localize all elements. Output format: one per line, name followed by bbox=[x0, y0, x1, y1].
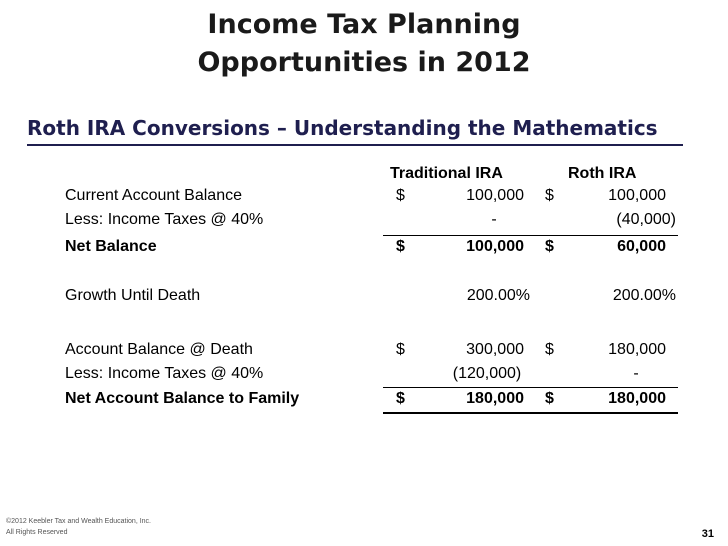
row-label: Net Account Balance to Family bbox=[65, 390, 300, 407]
header-traditional-ira: Traditional IRA bbox=[390, 165, 503, 182]
title-line-2: Opportunities in 2012 bbox=[197, 47, 531, 78]
table-row bbox=[0, 390, 728, 412]
roth-value: 200.00% bbox=[612, 287, 676, 304]
table-row bbox=[0, 365, 728, 387]
traditional-value: 300,000 bbox=[466, 341, 524, 358]
traditional-value: - bbox=[491, 211, 497, 228]
header-roth-ira: Roth IRA bbox=[568, 165, 637, 182]
traditional-value: (120,000) bbox=[452, 365, 522, 382]
subtitle-underline bbox=[27, 144, 683, 146]
table-row bbox=[0, 187, 728, 209]
row-label: Less: Income Taxes @ 40% bbox=[65, 365, 264, 382]
roth-value: (40,000) bbox=[616, 211, 676, 228]
page-number: 31 bbox=[701, 528, 714, 540]
row-label: Account Balance @ Death bbox=[65, 341, 253, 358]
traditional-value: 180,000 bbox=[466, 390, 524, 407]
subtotal-rule bbox=[383, 387, 678, 388]
roth-value: 100,000 bbox=[608, 187, 666, 204]
total-rule bbox=[383, 412, 678, 414]
row-label: Growth Until Death bbox=[65, 287, 201, 304]
table-row bbox=[0, 287, 728, 309]
row-label: Current Account Balance bbox=[65, 187, 242, 204]
traditional-value: 200.00% bbox=[466, 287, 530, 304]
row-label: Less: Income Taxes @ 40% bbox=[65, 211, 264, 228]
roth-value: 60,000 bbox=[617, 238, 666, 255]
slide-title bbox=[0, 6, 728, 82]
row-label: Net Balance bbox=[65, 238, 157, 255]
roth-value: 180,000 bbox=[608, 390, 666, 407]
roth-value: - bbox=[633, 365, 639, 382]
currency-symbol: $ bbox=[396, 238, 405, 255]
subtotal-rule bbox=[383, 235, 678, 236]
currency-symbol: $ bbox=[396, 341, 405, 358]
copyright-line: ©2012 Keebler Tax and Wealth Education, Inc. bbox=[6, 518, 151, 525]
table-row bbox=[0, 211, 728, 233]
currency-symbol: $ bbox=[396, 187, 405, 204]
table-row bbox=[0, 341, 728, 363]
currency-symbol: $ bbox=[396, 390, 405, 407]
slide-subtitle: Roth IRA Conversions – Understanding the Mathematics bbox=[27, 116, 658, 140]
rights-line: All Rights Reserved bbox=[6, 529, 68, 536]
copyright-notice bbox=[6, 516, 151, 538]
title-line-1: Income Tax Planning bbox=[207, 9, 521, 40]
currency-symbol: $ bbox=[545, 390, 554, 407]
currency-symbol: $ bbox=[545, 341, 554, 358]
currency-symbol: $ bbox=[545, 238, 554, 255]
traditional-value: 100,000 bbox=[466, 187, 524, 204]
table-row bbox=[0, 238, 728, 260]
traditional-value: 100,000 bbox=[466, 238, 524, 255]
roth-value: 180,000 bbox=[608, 341, 666, 358]
currency-symbol: $ bbox=[545, 187, 554, 204]
